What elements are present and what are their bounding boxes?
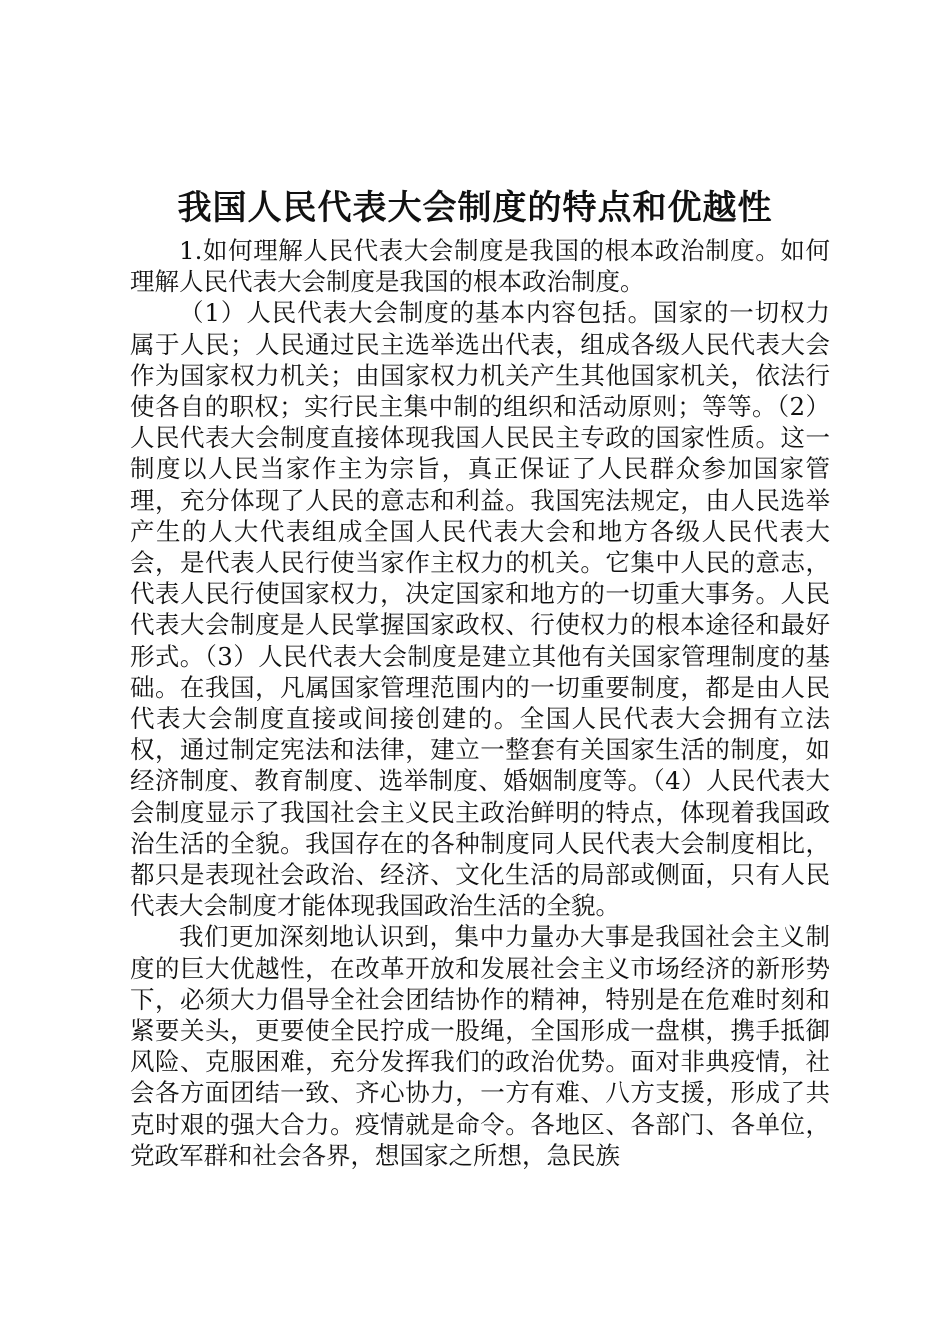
paragraph-2: （1）人民代表大会制度的基本内容包括。国家的一切权力属于人民；人民通过民主选举选出代表，组成各级人民代表大会作为国家权力机关；由国家权力机关产生其他国家机关，依法行使各自的职权；实行民主集中制的组织和活动原则；等等。（2）人民代表大会制度直接体现我国人民民主专政的国家性质。这一制度以人民当家作主为宗旨，真正保证了人民群众参加国家管理，充分体现了人民的意志和利益。我国宪法规定，由人民选举产生的人大代表组成全国人民代表大会和地方各级人民代表大会，是代表人民行使当家作主权力的机关。它集中人民的意志，代表人民行使国家权力，决定国家和地方的一切重大事务。人民代表大会制度是人民掌握国家政权、行使权力的根本途径和最好形式。（3）人民代表大会制度是建立其他有关国家管理制度的基础。在我国，凡属国家管理范围内的一切重要制度，都是由人民代表大会制度直接或间接创建的。全国人民代表大会拥有立法权，通过制定宪法和法律，建立一整套有关国家生活的制度，如经济制度、教育制度、选举制度、婚姻制度等。（4）人民代表大会制度显示了我国社会主义民主政治鲜明的特点，体现着我国政治生活的全貌。我国存在的各种制度同人民代表大会制度相比，都只是表现社会政治、经济、文化生活的局部或侧面，只有人民代表大会制度才能体现我国政治生活的全貌。 (130, 298, 830, 921)
document-title: 我国人民代表大会制度的特点和优越性 (177, 188, 773, 228)
paragraph-1: 1.如何理解人民代表大会制度是我国的根本政治制度。如何理解人民代表大会制度是我国的根本政治制度。 (130, 236, 830, 297)
document-body (130, 235, 830, 1171)
paragraph-3: 我们更加深刻地认识到，集中力量办大事是我国社会主义制度的巨大优越性，在改革开放和发展社会主义市场经济的新形势下，必须大力倡导全社会团结协作的精神，特别是在危难时刻和紧要关头，更要使全民拧成一股绳，全国形成一盘棋，携手抵御风险、克服困难，充分发挥我们的政治优势。面对非典疫情，社会各方面团结一致、齐心协力，一方有难、八方支援，形成了共克时艰的强大合力。疫情就是命令。各地区、各部门、各单位，党政军群和社会各界，想国家之所想，急民族 (130, 922, 830, 1170)
